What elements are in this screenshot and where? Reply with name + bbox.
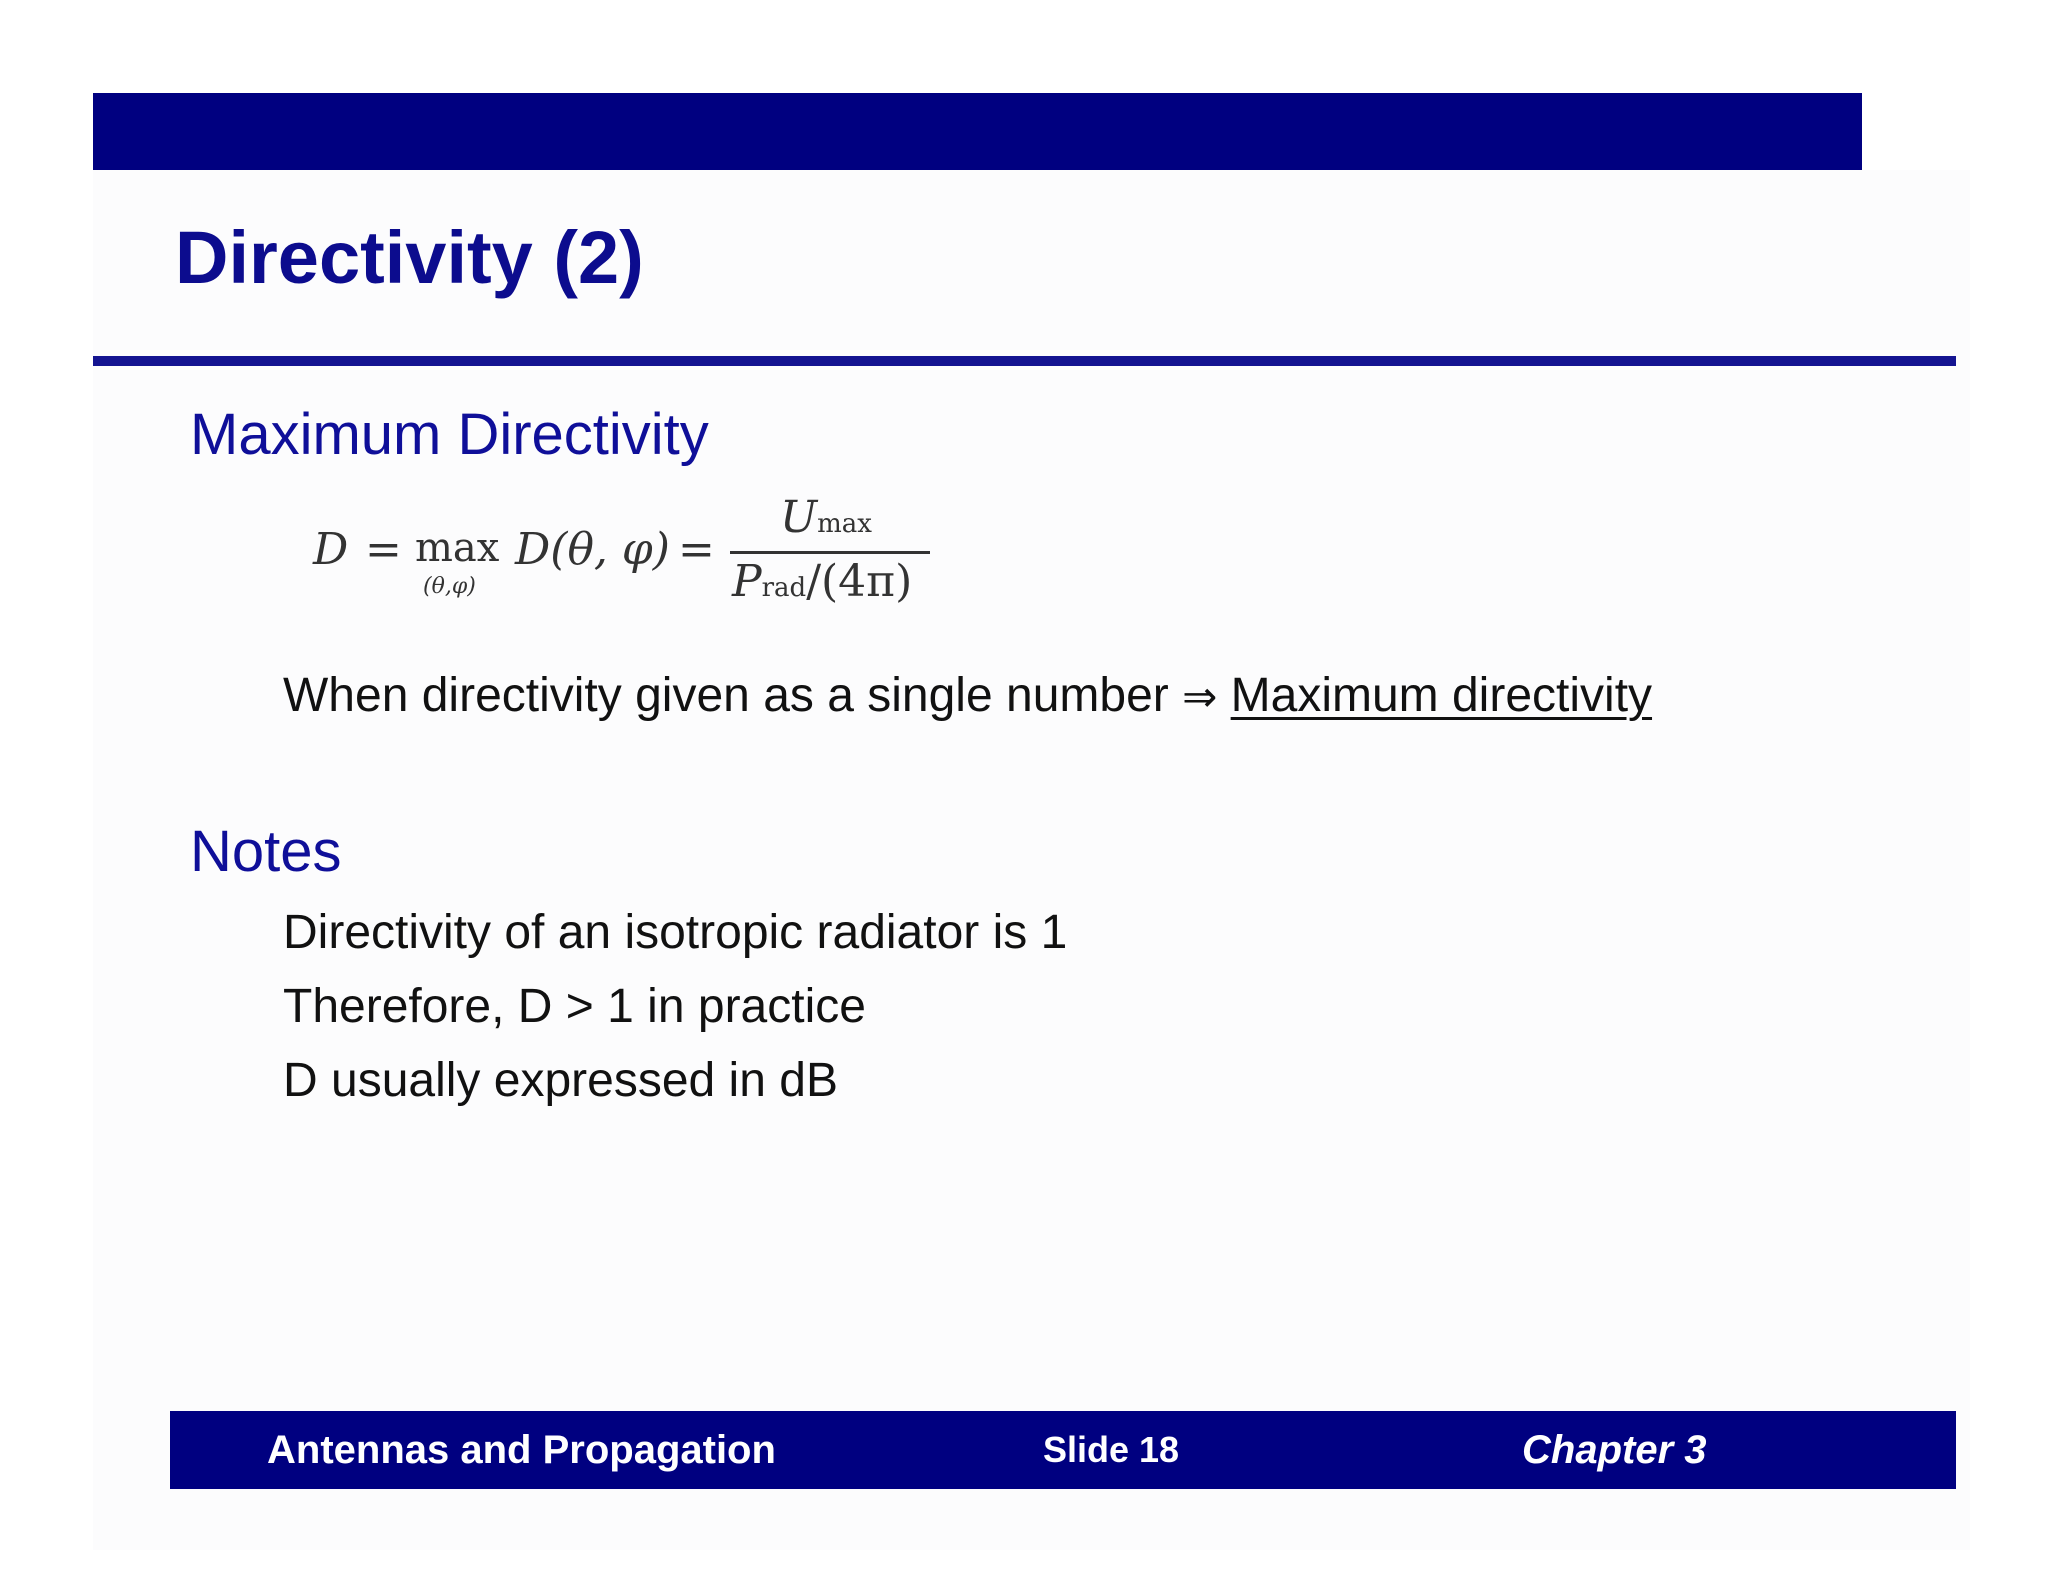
formula-numerator bbox=[780, 492, 872, 543]
section-heading-notes: Notes bbox=[190, 819, 342, 884]
denominator-symbol: P bbox=[732, 556, 762, 607]
directivity-formula bbox=[310, 490, 950, 620]
statement-text: When directivity given as a single number bbox=[283, 669, 1169, 722]
maximum-directivity-emphasis: Maximum directivity bbox=[1230, 669, 1653, 722]
footer-chapter: Chapter 3 bbox=[1522, 1428, 1707, 1472]
denominator-rest: /(4π) bbox=[806, 556, 913, 607]
header-bar bbox=[93, 93, 1862, 170]
footer-slide-number: Slide 18 bbox=[1043, 1429, 1180, 1470]
numerator-subscript: max bbox=[817, 509, 872, 539]
footer-course-title: Antennas and Propagation bbox=[267, 1428, 776, 1472]
formula-denominator bbox=[732, 556, 913, 607]
footer-bar bbox=[170, 1411, 1956, 1489]
formula-directivity-function: D(θ, φ) bbox=[515, 524, 670, 575]
numerator-symbol: U bbox=[780, 492, 818, 543]
note-item: Directivity of an isotropic radiator is 1 bbox=[283, 906, 1068, 959]
section-heading-maximum-directivity: Maximum Directivity bbox=[190, 402, 709, 467]
note-item: D usually expressed in dB bbox=[283, 1054, 838, 1107]
denominator-subscript: rad bbox=[761, 573, 807, 603]
fraction-bar bbox=[730, 551, 930, 554]
slide-background bbox=[93, 170, 1970, 1550]
formula-max-operator: max bbox=[415, 525, 500, 571]
formula-lhs: D bbox=[313, 524, 349, 575]
note-item: Therefore, D > 1 in practice bbox=[283, 980, 866, 1033]
title-divider bbox=[93, 356, 1956, 366]
formula-equals-sign-2: = bbox=[678, 524, 715, 575]
implies-arrow-icon: ⇒ bbox=[1182, 672, 1218, 721]
single-number-statement bbox=[283, 667, 1652, 726]
formula-max-subscript: (θ,φ) bbox=[423, 574, 476, 599]
formula-equals-sign: = bbox=[365, 524, 402, 575]
slide-title: Directivity (2) bbox=[175, 216, 644, 299]
